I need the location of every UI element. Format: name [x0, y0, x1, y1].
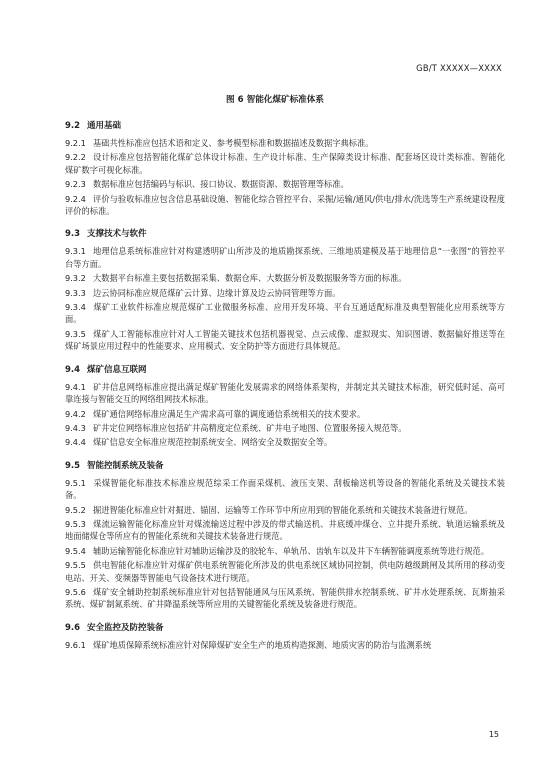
clause-paragraph — [65, 381, 505, 406]
clause-number: 9.2.3 — [65, 179, 86, 190]
clause-paragraph — [65, 272, 505, 284]
section-title: 支撑技术与软件 — [86, 229, 147, 240]
section-number: 9.3 — [65, 229, 81, 240]
clause-text: 基础共性标准应包括术语和定义、参考模型标准和数据描述及数据字典标准。 — [93, 138, 374, 148]
clause-paragraph — [65, 178, 505, 190]
clause-text: 煤流运输智能化标准应针对煤流输送过程中涉及的带式输送机、井底缓冲煤仓、立井提升系统、轨道运输系统及地面储煤仓等所应有的智能化系统和关键技术装备进行规范。 — [65, 518, 505, 542]
clause-paragraph — [65, 436, 505, 448]
clause-text: 设计标准应包括智能化煤矿总体设计标准、生产设计标准、生产保障类设计标准、配套场区设计类标准、智能化煤矿数字可视化标准。 — [65, 152, 505, 175]
clause-paragraph — [65, 559, 505, 584]
clause-paragraph — [65, 639, 505, 651]
document-body — [65, 109, 505, 653]
section-heading — [65, 228, 505, 240]
clause-paragraph — [65, 193, 505, 218]
section-number: 9.6 — [65, 622, 81, 633]
clause-text: 掘进智能化标准应针对掘进、锚固、运输等工作环节中所应用到的智能化系统和关键技术装备进行规范。 — [93, 504, 473, 515]
clause-text: 辅助运输智能化标准应针对辅助运输涉及的胶轮车、单轨吊、齿轨车以及井下车辆智能调度系统等进行规范。 — [93, 545, 489, 556]
clause-text: 煤矿地质保障系统标准应针对保障煤矿安全生产的地质构造探测、地质灾害的防治与监测系统 — [93, 639, 432, 650]
clause-number: 9.5.4 — [65, 545, 86, 556]
clause-text: 煤矿通信网络标准应满足生产需求高可靠的调度通信系统相关的技术要求。 — [93, 408, 366, 419]
clause-text: 大数据平台标准主要包括数据采集、数据仓库、大数据分析及数据服务等方面的标准。 — [93, 273, 407, 284]
clause-number: 9.5.6 — [65, 586, 86, 597]
clause-paragraph — [65, 408, 505, 420]
clause-number: 9.3.3 — [65, 287, 86, 298]
clause-text: 采煤智能化标准技术标准应规范综采工作面采煤机、液压支架、刮板输送机等设备的智能化系统及关键技术装备。 — [65, 477, 505, 501]
clause-number: 9.4.4 — [65, 437, 86, 448]
clause-number: 9.3.4 — [65, 302, 86, 313]
section-heading — [65, 460, 505, 472]
clause-number: 9.3.5 — [65, 328, 86, 339]
section-title: 安全监控及防控装备 — [86, 622, 164, 633]
clause-text: 矿井信息网络标准应提出满足煤矿智能化发展需求的网络体系架构，并制定其关键技术标准，研究低时延、高可靠连接与智能交互的网络组网技术标准。 — [65, 381, 505, 405]
clause-number: 9.3.2 — [65, 273, 86, 284]
clause-number: 9.5.5 — [65, 560, 86, 571]
clause-text: 供电智能化标准应针对煤矿供电系统智能化所涉及的供电系统区域协同控制，供电防越级跳闸及其所用的移动变电站、开关、变频器等智能电气设备技术进行规范。 — [65, 560, 505, 583]
section-heading — [65, 120, 505, 132]
section-heading — [65, 622, 505, 634]
clause-number: 9.2.2 — [65, 152, 86, 163]
clause-text: 评价与验收标准应包含信息基础设施、智能化综合管控平台、采掘/运输/通风/供电/排水/洗选等生产系统建设程度评价的标准。 — [65, 193, 505, 217]
clause-paragraph — [65, 504, 505, 516]
clause-number: 9.3.1 — [65, 246, 86, 257]
clause-text: 数据标准应包括编码与标识、接口协议、数据资源、数据管理等标准。 — [93, 179, 349, 190]
section-title: 煤矿信息互联网 — [86, 364, 147, 375]
clause-paragraph — [65, 586, 505, 611]
clause-text: 煤矿工业软件标准应规范煤矿工业微服务标准、应用开发环境、平台互通适配标准及典型智能化应用系统等方面。 — [65, 302, 505, 325]
clause-number: 9.5.1 — [65, 477, 86, 488]
clause-number: 9.4.1 — [65, 381, 86, 392]
page-number: 15 — [488, 730, 499, 739]
clause-paragraph — [65, 301, 505, 326]
clause-paragraph — [65, 545, 505, 557]
clause-number: 9.4.3 — [65, 422, 86, 433]
section-number: 9.2 — [65, 121, 81, 131]
clause-text: 煤矿信息安全标准应规范控制系统安全、网络安全及数据安全等。 — [93, 437, 333, 448]
clause-number: 9.4.2 — [65, 408, 86, 419]
clause-number: 9.5.2 — [65, 504, 86, 515]
clause-text: 地理信息系统标准应针对构建透明矿山所涉及的地质勘探系统、三维地质建模及基于地理信息“一张图”的管控平台等方面。 — [65, 246, 505, 269]
section-title: 通用基础 — [86, 121, 121, 131]
clause-number: 9.5.3 — [65, 518, 86, 529]
standard-number: GB/T XXXXX—XXXX — [416, 63, 502, 73]
clause-number: 9.6.1 — [65, 639, 86, 650]
clause-paragraph — [65, 245, 505, 270]
clause-paragraph — [65, 137, 505, 149]
clause-text: 煤矿人工智能标准应针对人工智能关键技术包括机器视觉、点云成像、虚拟现实、知识图谱、数据偏好推送等在煤矿场景应用过程中的性能要求、应用模式、安全防护等方面进行具体规范。 — [65, 328, 505, 352]
clause-paragraph — [65, 518, 505, 543]
section-number: 9.4 — [65, 364, 81, 375]
clause-text: 煤矿安全辅助控制系统标准应针对包括智能通风与压风系统、智能供排水控制系统、矿井水处理系统、瓦斯抽采系统、煤矿制氮系统、矿井降温系统等所应用的关键智能化系统及装备进行规范。 — [65, 586, 505, 610]
figure-caption: 图 6 智能化煤矿标准体系 — [226, 95, 324, 105]
clause-paragraph — [65, 151, 505, 176]
section-title: 智能控制系统及装备 — [86, 460, 164, 471]
clause-paragraph — [65, 328, 505, 353]
clause-text: 矿井定位网络标准应包括矿井高精度定位系统、矿井电子地图、位置服务接入规范等。 — [93, 422, 407, 433]
clause-paragraph — [65, 422, 505, 434]
clause-paragraph — [65, 287, 505, 299]
clause-number: 9.2.4 — [65, 193, 86, 204]
section-heading — [65, 364, 505, 376]
clause-text: 边云协同标准应规范煤矿云计算、边缘计算及边云协同管理等方面。 — [93, 287, 341, 298]
section-number: 9.5 — [65, 460, 81, 471]
clause-number: 9.2.1 — [65, 138, 86, 148]
clause-paragraph — [65, 477, 505, 502]
